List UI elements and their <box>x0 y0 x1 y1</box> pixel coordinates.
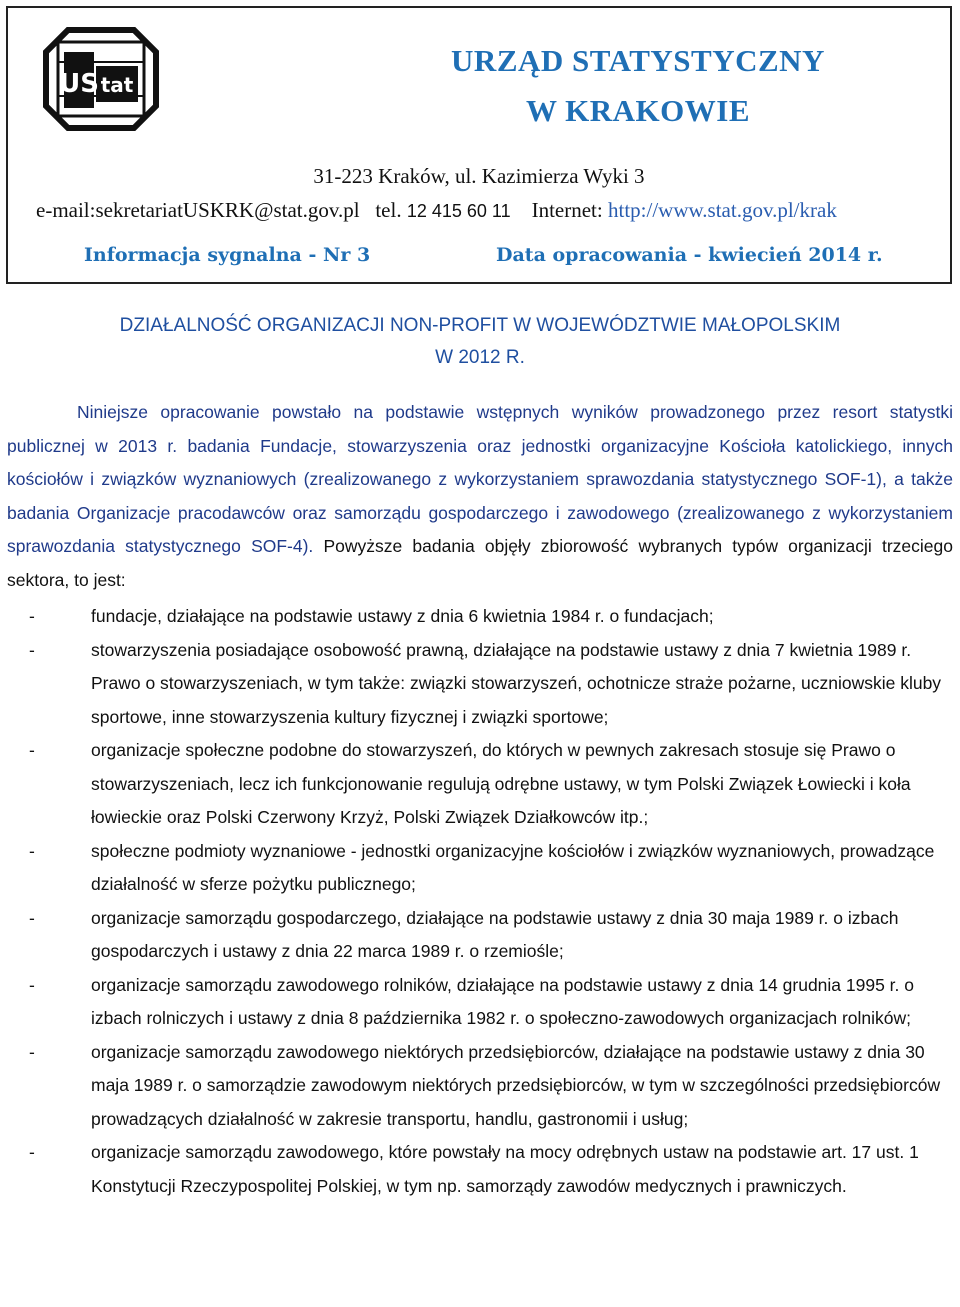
phone-number: 12 415 60 11 <box>406 201 511 221</box>
email-text: e-mail:sekretariatUSKRK@stat.gov.pl <box>36 198 360 222</box>
list-item-text: organizacje samorządu gospodarczego, działające na podstawie ustawy z dnia 30 maja 1989 r. o izbach gospodarczych i ustawy z dnia 22 marca 1989 r. o rzemiośle; <box>91 907 899 961</box>
list-item <box>7 902 953 969</box>
list-item-text: organizacje samorządu zawodowego, które powstały na mocy odrębnych ustaw na podstawie art. 17 ust. 1 Konstytucji Rzeczypospolitej Polskiej, w tym np. samorządy zawodów medycznych i prawniczych. <box>91 1142 919 1196</box>
list-marker: - <box>29 606 35 626</box>
agency-title <box>328 36 948 136</box>
intro-paragraph <box>7 396 953 597</box>
document-title-line1: DZIAŁALNOŚĆ ORGANIZACJI NON-PROFIT W WOJEWÓDZTWIE MAŁOPOLSKIM <box>119 315 841 336</box>
list-marker: - <box>29 1041 35 1062</box>
internet-link[interactable]: http://www.stat.gov.pl/krak <box>607 198 837 222</box>
list-marker: - <box>29 740 35 760</box>
list-marker: - <box>29 907 35 928</box>
document-title-line2: W 2012 R. <box>435 347 525 368</box>
list-marker: - <box>29 974 35 995</box>
svg-text:US: US <box>59 69 99 99</box>
list-item-text: społeczne podmioty wyznaniowe - jednostki organizacyjne kościołów i związków wyznaniowych, prowadzące działalność w sferze pożytku publicznego; <box>91 840 935 894</box>
document-title <box>0 310 960 374</box>
list-marker: - <box>29 639 35 660</box>
list-item-text: fundacje, działające na podstawie ustawy z dnia 6 kwietnia 1984 r. o fundacjach; <box>91 606 714 626</box>
phone-label: tel. <box>375 198 402 222</box>
list-marker: - <box>29 1142 35 1162</box>
agency-title-line2: W KRAKOWIE <box>525 93 751 128</box>
list-item <box>7 600 953 634</box>
intro-text: Niniejsze opracowanie powstało na podstawie wstępnych wyników prowadzonego przez resort statystki publicznej w 2013 r. badania Fundacje, stowarzyszenia oraz jednostki organizacyjne Kościoła katolickiego, innych kościołów i związków wyznaniowych (zrealizowanego z wykorzystaniem sprawozdania statystycznego SOF-1), a także badania Organizacje pracodawców oraz samorządu gospodarczego i zawodowego (zrealizowanego z wykorzystaniem sprawozdania statystycznego SOF-4). <box>7 402 953 556</box>
list-marker: - <box>29 840 35 861</box>
internet-label: Internet: <box>531 198 603 222</box>
date-label: Data opracowania - kwiecień 2014 r. <box>496 244 883 266</box>
svg-text:tat: tat <box>100 73 134 97</box>
list-item <box>7 634 953 735</box>
list-item-text: organizacje samorządu zawodowego rolników, działające na podstawie ustawy z dnia 14 grudnia 1995 r. o izbach rolniczych i ustawy z dnia 8 października 1982 r. o społeczno-zawodowych organizacjach rolników; <box>91 974 915 1028</box>
list-item <box>7 1036 953 1137</box>
header-box <box>6 6 952 284</box>
address: 31-223 Kraków, ul. Kazimierza Wyki 3 <box>313 164 645 188</box>
list-item-text: stowarzyszenia posiadające osobowość prawną, działające na podstawie ustawy z dnia 7 kwietnia 1989 r. Prawo o stowarzyszeniach, w tym także: związki stowarzyszeń, ochotnicze straże pożarne, uczniowskie kluby sportowe, inne stowarzyszenia kultury fizycznej i związki sportowe; <box>91 639 942 727</box>
agency-title-line1: URZĄD STATYSTYCZNY <box>451 43 825 78</box>
ustat-logo <box>38 22 164 136</box>
list-item <box>7 835 953 902</box>
list-item <box>7 1136 953 1203</box>
list-item <box>7 734 953 835</box>
list-item-text: organizacje społeczne podobne do stowarzyszeń, do których w pewnych zakresach stosuje się Prawo o stowarzyszeniach, lecz ich funkcjonowanie regulują odrębne ustawy, w tym Polski Związek Łowiecki i koła łowieckie oraz Polski Czerwony Krzyż, Polski Związek Działkowców itp.; <box>91 740 911 827</box>
info-label: Informacja sygnalna - Nr 3 <box>84 244 371 266</box>
contact-line <box>36 194 950 227</box>
list-item-text: organizacje samorządu zawodowego niektórych przedsiębiorców, działające na podstawie ustawy z dnia 30 maja 1989 r. o samorządzie zawodowym niektórych przedsiębiorców, w tym w szczególności przedsiębiorców prowadzących działalność w zakresie transportu, handlu, gastronomii i usług; <box>91 1041 941 1129</box>
list-item <box>7 969 953 1036</box>
intro-text-2: Powyższe badania objęły zbiorowość wybranych typów organizacji trzeciego sektora, to jest: <box>7 536 953 590</box>
organization-types-list <box>7 600 953 1203</box>
